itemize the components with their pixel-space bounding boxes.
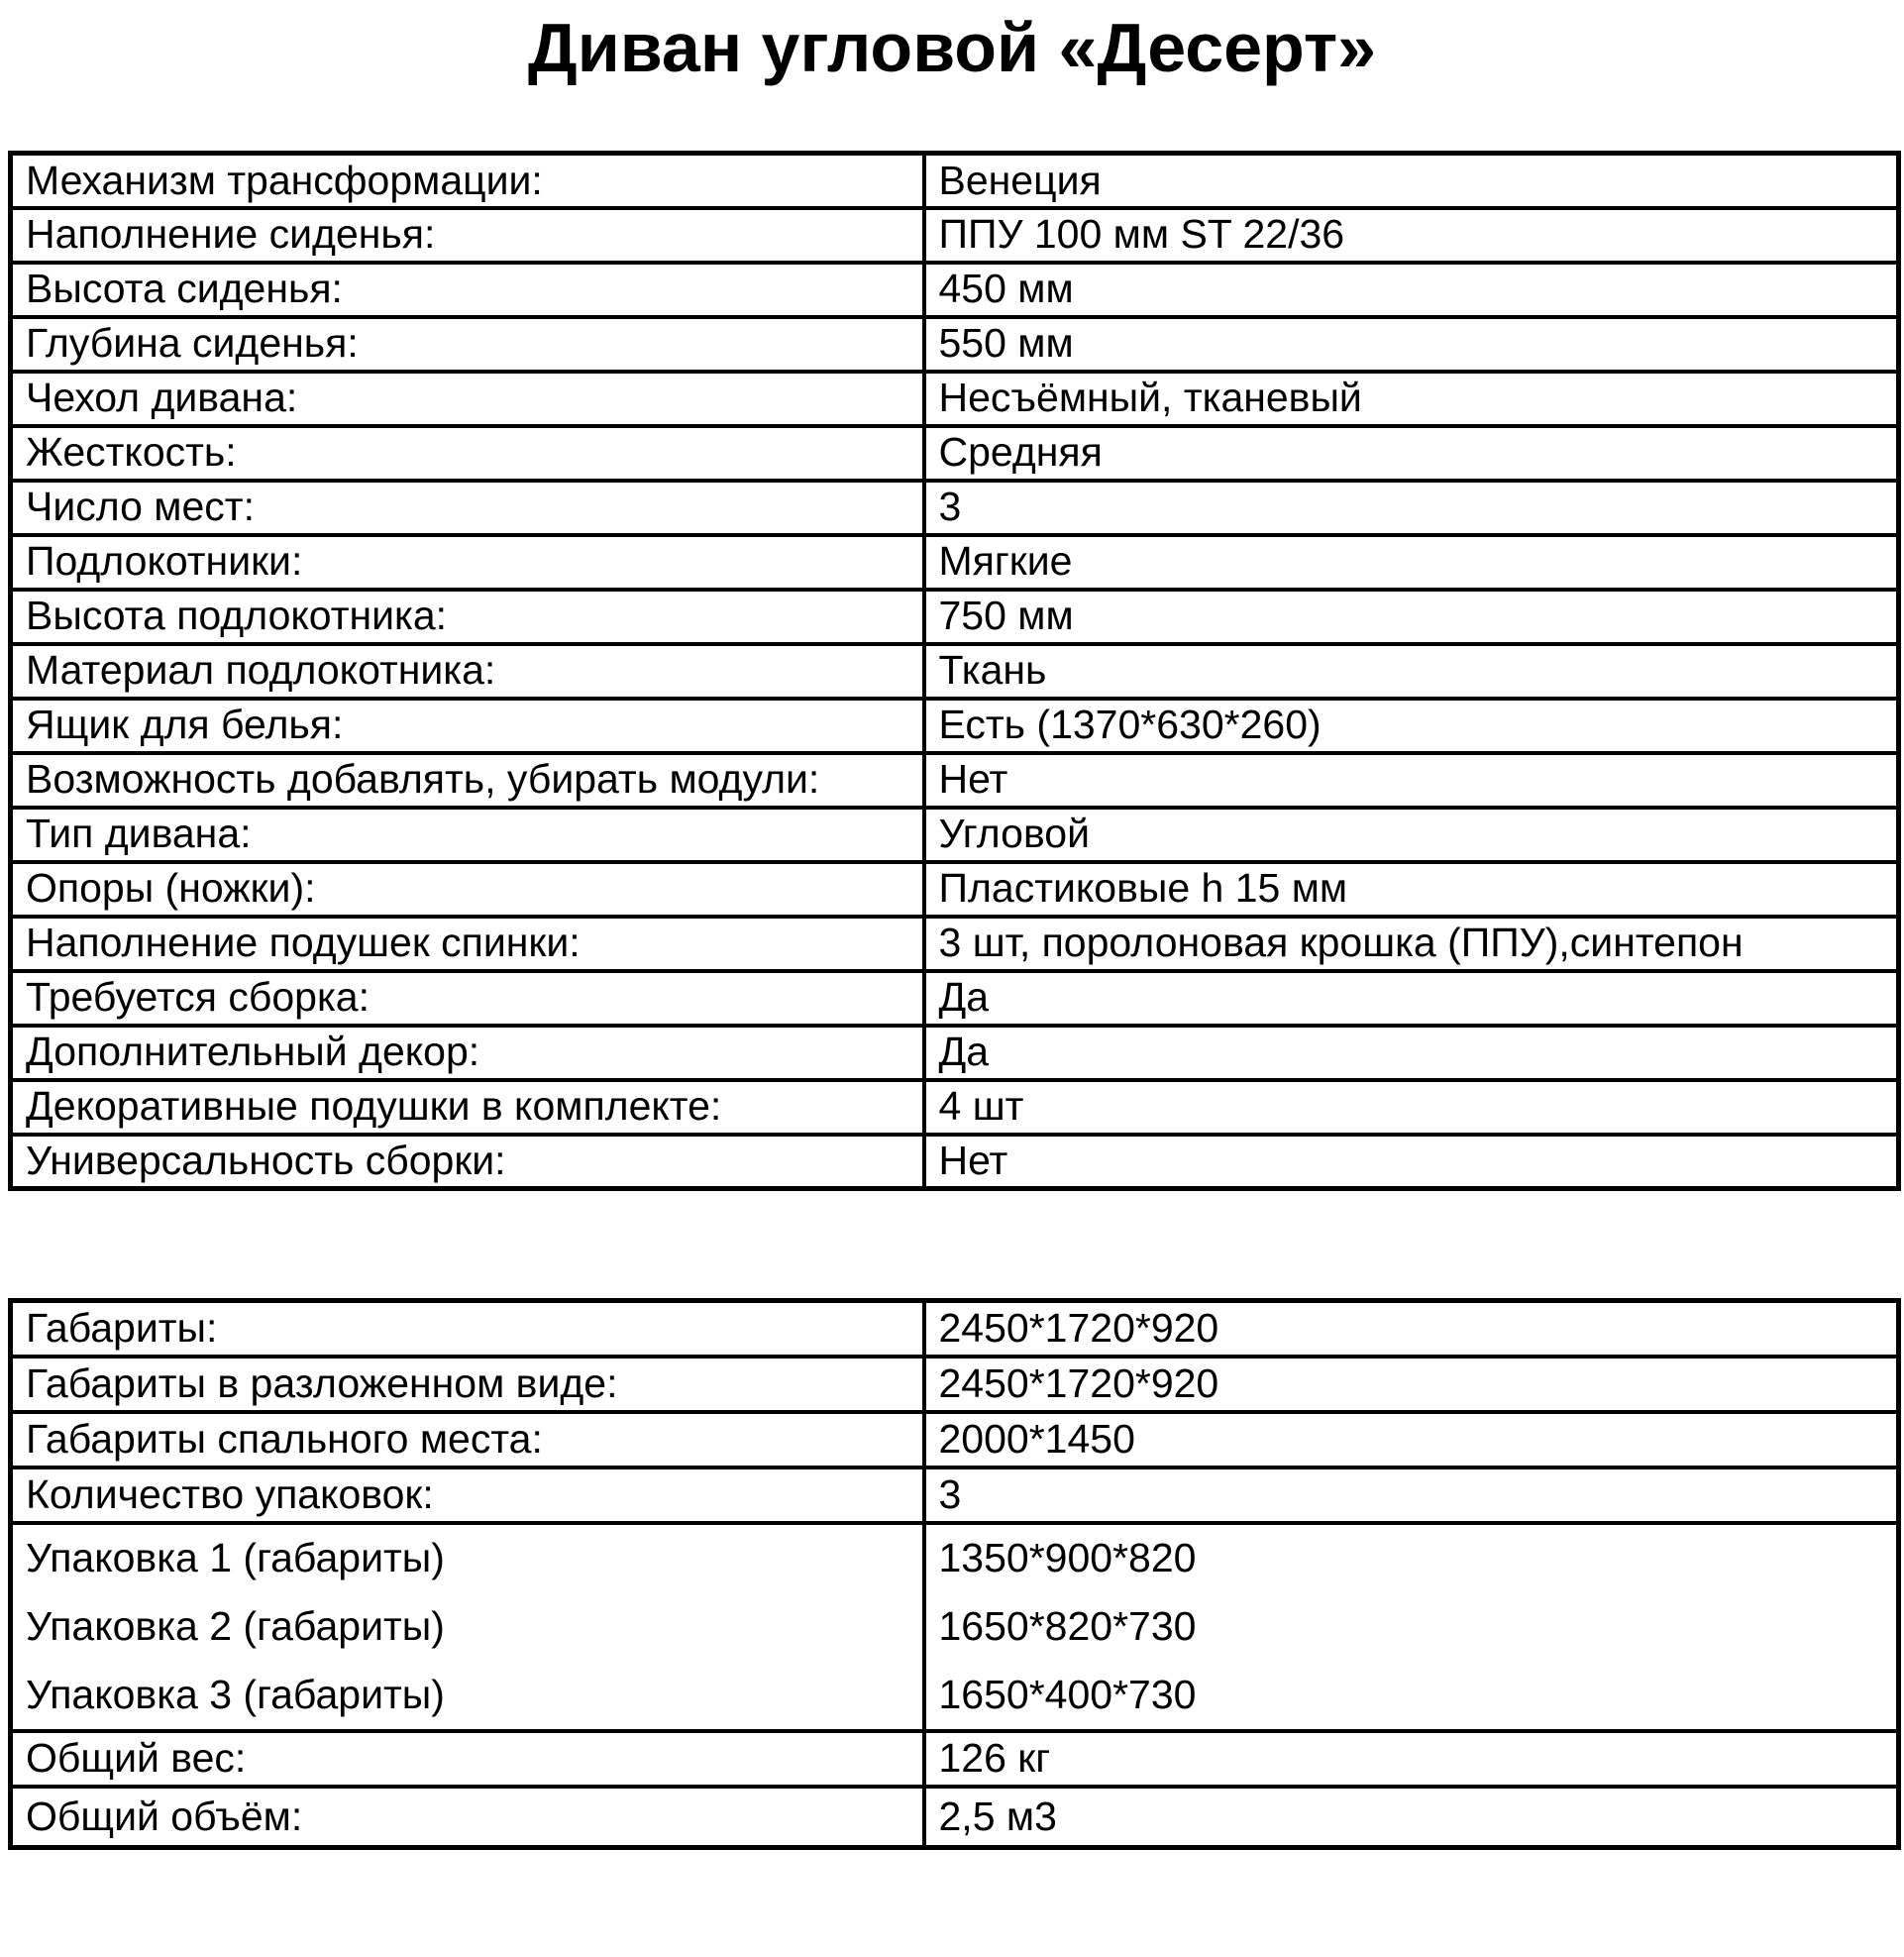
spec-value: Нет xyxy=(924,753,1899,808)
spec-label: Дополнительный декор: xyxy=(11,1026,924,1080)
spec-label: Упаковка 2 (габариты) xyxy=(11,1592,924,1662)
spec-label: Высота сиденья: xyxy=(11,263,924,317)
spec-value: 1350*900*820 xyxy=(924,1523,1899,1592)
table-row-package-3 xyxy=(11,1662,1899,1731)
spec-value: 450 мм xyxy=(924,263,1899,317)
table-row xyxy=(11,317,1899,372)
spec-value: Ткань xyxy=(924,644,1899,699)
table-row xyxy=(11,1357,1899,1412)
table-row xyxy=(11,1135,1899,1189)
spec-value: Пластиковые h 15 мм xyxy=(924,862,1899,917)
table-row xyxy=(11,590,1899,644)
spec-label: Опоры (ножки): xyxy=(11,862,924,917)
spec-value: 1650*400*730 xyxy=(924,1662,1899,1731)
table-row xyxy=(11,753,1899,808)
spec-label: Наполнение подушек спинки: xyxy=(11,917,924,971)
spec-value: 2,5 м3 xyxy=(924,1787,1899,1848)
spec-value: Да xyxy=(924,971,1899,1026)
spec-label: Глубина сиденья: xyxy=(11,317,924,372)
table-row xyxy=(11,154,1899,208)
table-row xyxy=(11,372,1899,426)
spec-value: 3 шт, поролоновая крошка (ППУ),синтепон xyxy=(924,917,1899,971)
spec-label: Упаковка 3 (габариты) xyxy=(11,1662,924,1731)
table-row xyxy=(11,1412,1899,1468)
spec-label: Подлокотники: xyxy=(11,535,924,590)
table-row xyxy=(11,917,1899,971)
spec-value: 550 мм xyxy=(924,317,1899,372)
table-row xyxy=(11,208,1899,263)
spec-value: 750 мм xyxy=(924,590,1899,644)
spec-label: Тип дивана: xyxy=(11,808,924,862)
spec-label: Высота подлокотника: xyxy=(11,590,924,644)
spec-label: Материал подлокотника: xyxy=(11,644,924,699)
spec-value: 2000*1450 xyxy=(924,1412,1899,1468)
table-row xyxy=(11,644,1899,699)
spec-label: Чехол дивана: xyxy=(11,372,924,426)
spec-label: Возможность добавлять, убирать модули: xyxy=(11,753,924,808)
spec-label: Габариты: xyxy=(11,1301,924,1357)
spec-value: 4 шт xyxy=(924,1080,1899,1135)
table-row xyxy=(11,1301,1899,1357)
spec-label: Декоративные подушки в комплекте: xyxy=(11,1080,924,1135)
spec-value: 3 xyxy=(924,1468,1899,1523)
table-row xyxy=(11,1787,1899,1848)
spec-label: Общий объём: xyxy=(11,1787,924,1848)
spec-label: Общий вес: xyxy=(11,1731,924,1787)
page-title: Диван угловой «Десерт» xyxy=(527,9,1377,86)
spec-label: Требуется сборка: xyxy=(11,971,924,1026)
table-row xyxy=(11,1026,1899,1080)
spec-label: Габариты в разложенном виде: xyxy=(11,1357,924,1412)
spec-value: 2450*1720*920 xyxy=(924,1357,1899,1412)
spec-value: Есть (1370*630*260) xyxy=(924,699,1899,753)
table-row xyxy=(11,699,1899,753)
spec-value: 1650*820*730 xyxy=(924,1592,1899,1662)
table-row xyxy=(11,1731,1899,1787)
table-row-package-1 xyxy=(11,1523,1899,1592)
table-row xyxy=(11,263,1899,317)
table-row xyxy=(11,481,1899,535)
spec-label: Жесткость: xyxy=(11,426,924,481)
specs-table xyxy=(8,151,1901,1191)
spec-label: Механизм трансформации: xyxy=(11,154,924,208)
table-gap xyxy=(0,1191,1904,1298)
spec-label: Ящик для белья: xyxy=(11,699,924,753)
table-row xyxy=(11,862,1899,917)
dimensions-table xyxy=(8,1298,1901,1850)
spec-value: 2450*1720*920 xyxy=(924,1301,1899,1357)
spec-value: ППУ 100 мм ST 22/36 xyxy=(924,208,1899,263)
spec-value: 126 кг xyxy=(924,1731,1899,1787)
table-row xyxy=(11,1080,1899,1135)
table-row xyxy=(11,1468,1899,1523)
spec-label: Универсальность сборки: xyxy=(11,1135,924,1189)
spec-value: Да xyxy=(924,1026,1899,1080)
spec-value: Средняя xyxy=(924,426,1899,481)
table-row xyxy=(11,426,1899,481)
table-row xyxy=(11,535,1899,590)
spec-label: Количество упаковок: xyxy=(11,1468,924,1523)
spec-value: 3 xyxy=(924,481,1899,535)
table-row-package-2 xyxy=(11,1592,1899,1662)
spec-value: Венеция xyxy=(924,154,1899,208)
spec-label: Наполнение сиденья: xyxy=(11,208,924,263)
table-row xyxy=(11,971,1899,1026)
spec-value: Мягкие xyxy=(924,535,1899,590)
spec-value: Несъёмный, тканевый xyxy=(924,372,1899,426)
spec-label: Число мест: xyxy=(11,481,924,535)
spec-label: Габариты спального места: xyxy=(11,1412,924,1468)
spec-value: Угловой xyxy=(924,808,1899,862)
spec-label: Упаковка 1 (габариты) xyxy=(11,1523,924,1592)
table-row xyxy=(11,808,1899,862)
spec-value: Нет xyxy=(924,1135,1899,1189)
